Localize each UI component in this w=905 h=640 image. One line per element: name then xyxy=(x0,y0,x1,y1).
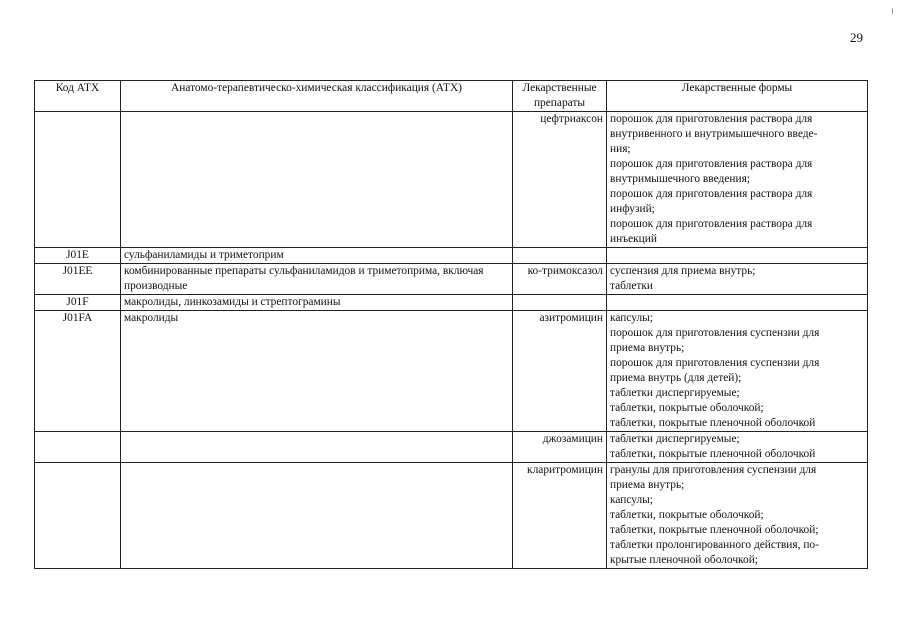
form-line: порошок для приготовления суспензии для xyxy=(610,327,820,339)
table-body xyxy=(35,112,868,569)
form-line: таблетки диспергируемые; xyxy=(610,387,740,399)
table-row xyxy=(35,264,868,295)
drug-cell xyxy=(513,248,607,264)
form-line: ния; xyxy=(610,143,631,155)
forms-cell xyxy=(607,295,868,311)
table-row xyxy=(35,463,868,569)
form-line: таблетки, покрытые пленочной оболочкой xyxy=(610,448,816,460)
table-row xyxy=(35,311,868,432)
code-cell xyxy=(35,432,121,463)
forms-cell xyxy=(607,264,868,295)
forms-cell xyxy=(607,311,868,432)
form-line: гранулы для приготовления суспензии для xyxy=(610,464,817,476)
forms-cell xyxy=(607,112,868,248)
form-line: внутривенного и внутримышечного введе- xyxy=(610,128,818,140)
forms-cell xyxy=(607,248,868,264)
classification-cell: макролиды, линкозамиды и стрептограмины xyxy=(121,295,513,311)
form-line: порошок для приготовления раствора для xyxy=(610,218,813,230)
drug-cell: ко-тримоксазол xyxy=(513,264,607,295)
classification-cell xyxy=(121,112,513,248)
code-cell xyxy=(35,463,121,569)
form-line: капсулы; xyxy=(610,312,653,324)
table-row xyxy=(35,112,868,248)
corner-mark xyxy=(892,8,897,14)
form-line: инъекций xyxy=(610,233,657,245)
form-line: приема внутрь; xyxy=(610,342,685,354)
form-line: таблетки, покрытые оболочкой; xyxy=(610,509,764,521)
form-line: таблетки, покрытые пленочной оболочкой; xyxy=(610,524,819,536)
code-cell: J01EE xyxy=(35,264,121,295)
table-header-row xyxy=(35,81,868,112)
form-line: крытые пленочной оболочкой; xyxy=(610,554,758,566)
table-row xyxy=(35,295,868,311)
form-line: порошок для приготовления суспензии для xyxy=(610,357,820,369)
form-line: капсулы; xyxy=(610,494,653,506)
form-line: инфузий; xyxy=(610,203,655,215)
code-cell: J01F xyxy=(35,295,121,311)
drug-cell: цефтриаксон xyxy=(513,112,607,248)
forms-cell xyxy=(607,432,868,463)
form-line: приема внутрь; xyxy=(610,479,685,491)
header-code: Код АТХ xyxy=(35,81,121,112)
form-line: порошок для приготовления раствора для xyxy=(610,188,813,200)
form-line: таблетки, покрытые оболочкой; xyxy=(610,402,764,414)
form-line: приема внутрь (для детей); xyxy=(610,372,742,384)
form-line: таблетки xyxy=(610,280,654,292)
header-forms: Лекарственные формы xyxy=(607,81,868,112)
table-row xyxy=(35,248,868,264)
header-classification: Анатомо-терапевтическо-химическая классификация (АТХ) xyxy=(121,81,513,112)
table-row xyxy=(35,432,868,463)
header-drugs: Лекарственные препараты xyxy=(513,81,607,112)
classification-cell xyxy=(121,463,513,569)
code-cell xyxy=(35,112,121,248)
forms-cell xyxy=(607,463,868,569)
form-line: таблетки пролонгированного действия, по- xyxy=(610,539,819,551)
code-cell: J01E xyxy=(35,248,121,264)
form-line: суспензия для приема внутрь; xyxy=(610,265,756,277)
form-line: порошок для приготовления раствора для xyxy=(610,113,813,125)
classification-cell: макролиды xyxy=(121,311,513,432)
drug-cell: кларитромицин xyxy=(513,463,607,569)
form-line: порошок для приготовления раствора для xyxy=(610,158,813,170)
drug-cell: азитромицин xyxy=(513,311,607,432)
form-line: внутримышечного введения; xyxy=(610,173,750,185)
page-number: 29 xyxy=(850,30,863,45)
drug-cell: джозамицин xyxy=(513,432,607,463)
classification-cell xyxy=(121,432,513,463)
form-line: таблетки диспергируемые; xyxy=(610,433,740,445)
classification-cell: комбинированные препараты сульфаниламидов и триметоприма, включая производные xyxy=(121,264,513,295)
classification-cell: сульфаниламиды и триметоприм xyxy=(121,248,513,264)
drug-cell xyxy=(513,295,607,311)
code-cell: J01FA xyxy=(35,311,121,432)
atx-table xyxy=(34,80,868,569)
form-line: таблетки, покрытые пленочной оболочкой xyxy=(610,417,816,429)
